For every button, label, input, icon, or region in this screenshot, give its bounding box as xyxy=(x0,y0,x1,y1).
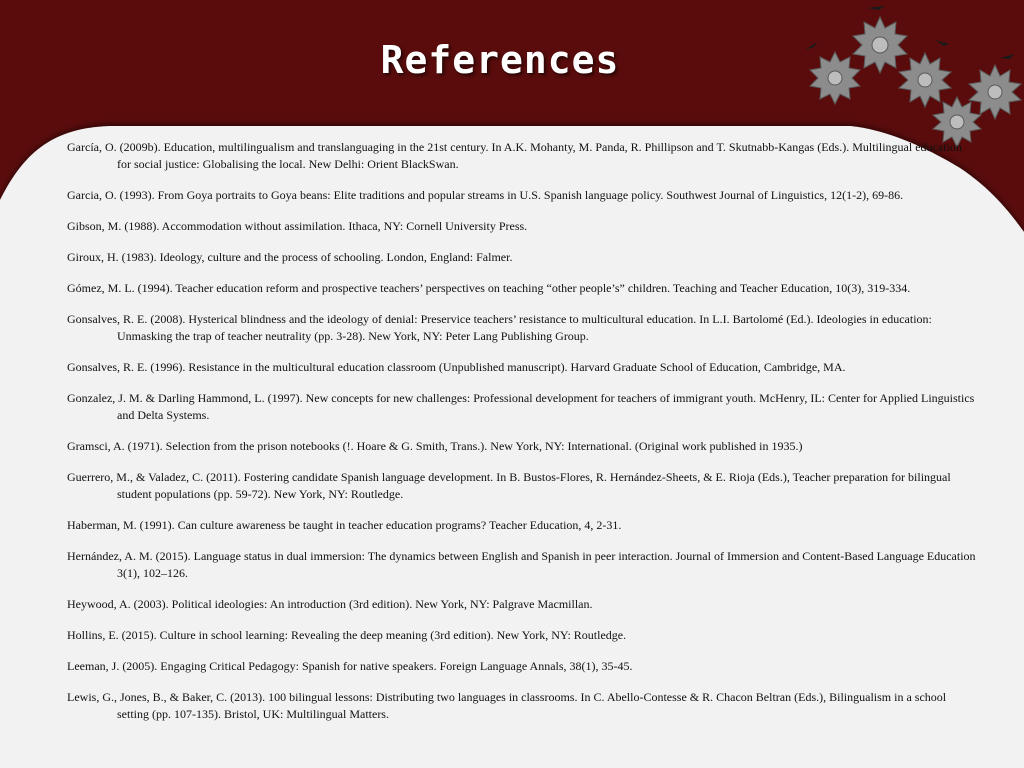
gear-icon xyxy=(899,53,951,107)
reference-list xyxy=(67,139,977,737)
list-item: Gramsci, A. (1971). Selection from the prison notebooks (!. Hoare & G. Smith, Trans.). New York, NY: International. (Original work published in 1935.) xyxy=(67,439,803,453)
gear-icon xyxy=(853,17,907,73)
list-item: Gómez, M. L. (1994). Teacher education reform and prospective teachers’ perspectives on teaching “other people’s” children. Teaching and Teacher Education, 10(3), 319-334. xyxy=(67,281,911,295)
gear-icon xyxy=(810,52,860,104)
list-item: Guerrero, M., & Valadez, C. (2011). Fostering candidate Spanish language development. In B. Bustos-Flores, R. Hernández-Sheets, & E. Rioja (Eds.), Teacher preparation for bilingual student populations (pp. 59-72). New York, NY: Routledge. xyxy=(67,470,951,501)
page-title: References xyxy=(380,38,620,82)
list-item: García, O. (2009b). Education, multilingualism and translanguaging in the 21st century. In A.K. Mohanty, M. Panda, R. Phillipson and T. Skutnabb-Kangas (Eds.). Multilingual education for social justice: Globalising the local. New Delhi: Orient BlackSwan. xyxy=(67,140,962,171)
list-item: Garcia, O. (1993). From Goya portraits to Goya beans: Elite traditions and popular streams in U.S. Spanish language policy. Southwest Journal of Linguistics, 12(1-2), 69-86. xyxy=(67,188,904,202)
gears-decoration xyxy=(795,0,1024,150)
list-item: Heywood, A. (2003). Political ideologies: An introduction (3rd edition). New York, NY: Palgrave Macmillan. xyxy=(67,597,593,611)
list-item: Lewis, G., Jones, B., & Baker, C. (2013). 100 bilingual lessons: Distributing two languages in classrooms. In C. Abello-Contesse & R. Chacon Beltran (Eds.), Bilingualism in a school setting (pp. 107-135). Bristol, UK: Multilingual Matters. xyxy=(67,690,947,721)
list-item: Leeman, J. (2005). Engaging Critical Pedagogy: Spanish for native speakers. Foreign Language Annals, 38(1), 35-45. xyxy=(67,659,633,673)
list-item: Gonzalez, J. M. & Darling Hammond, L. (1997). New concepts for new challenges: Professional development for teachers of immigrant youth. McHenry, IL: Center for Applied Linguistics and Delta Systems. xyxy=(67,391,975,422)
list-item: Hernández, A. M. (2015). Language status in dual immersion: The dynamics between English and Spanish in peer interaction. Journal of Immersion and Content-Based Language Education 3(1), 102–126. xyxy=(67,549,976,580)
list-item: Hollins, E. (2015). Culture in school learning: Revealing the deep meaning (3rd edition). New York, NY: Routledge. xyxy=(67,628,627,642)
gear-sparks-decoration xyxy=(805,6,1014,59)
list-item: Haberman, M. (1991). Can culture awareness be taught in teacher education programs? Teacher Education, 4, 2-31. xyxy=(67,518,622,532)
list-item: Gonsalves, R. E. (2008). Hysterical blindness and the ideology of denial: Preservice teachers’ resistance to multicultural education. In L.I. Bartolomé (Ed.). Ideologies in education: Unmasking the trap of teacher neutrality (pp. 3-28). New York, NY: Peter Lang Publishing Group. xyxy=(67,312,932,343)
gear-icon xyxy=(969,65,1021,119)
list-item: Gonsalves, R. E. (1996). Resistance in the multicultural education classroom (Unpublished manuscript). Harvard Graduate School of Education, Cambridge, MA. xyxy=(67,360,846,374)
list-item: Giroux, H. (1983). Ideology, culture and the process of schooling. London, England: Falmer. xyxy=(67,250,513,264)
list-item: Gibson, M. (1988). Accommodation without assimilation. Ithaca, NY: Cornell University Press. xyxy=(67,219,528,233)
